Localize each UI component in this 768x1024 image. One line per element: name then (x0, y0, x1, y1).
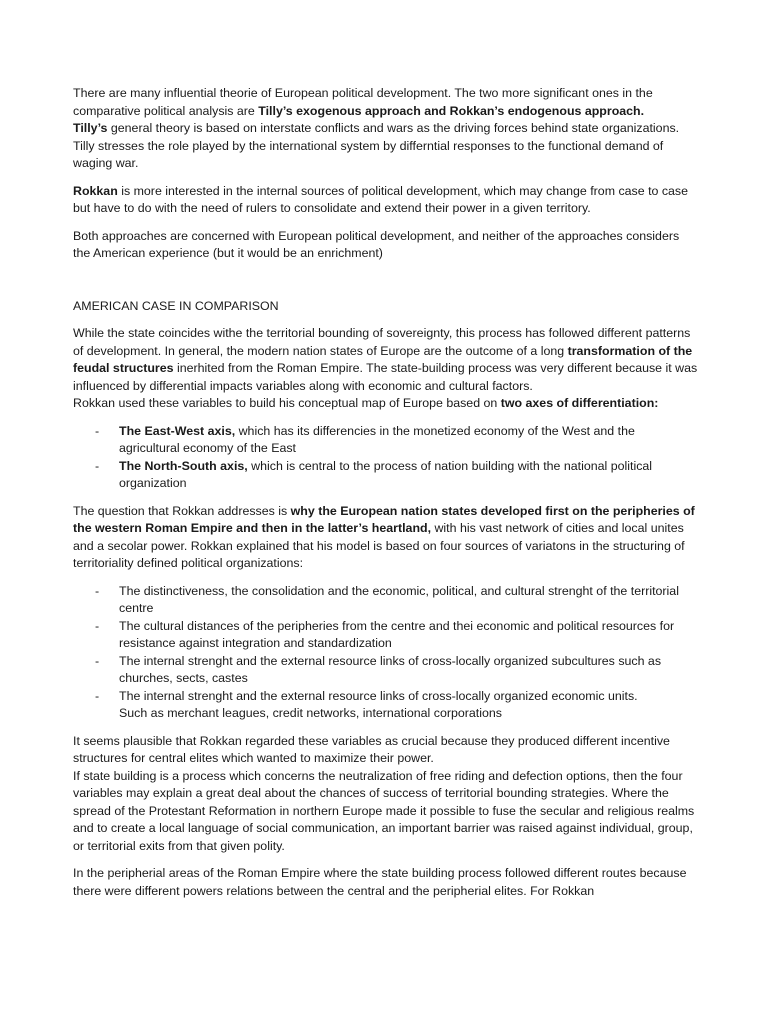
bullet-dash: - (95, 653, 100, 668)
paragraph-question (73, 503, 698, 573)
bold-text: Tilly’s (73, 121, 108, 135)
text: The distinctiveness, the consolidation and the economic, political, and cultural strenght of the territorial centre (119, 583, 679, 615)
text: Such as merchant leagues, credit networks, international corporations (119, 706, 502, 720)
list-item (73, 653, 698, 688)
text: which is central to the process of nation building with the national political organization (119, 458, 653, 490)
bullet-dash: - (95, 423, 100, 438)
bold-text: The East-West axis, (119, 423, 236, 438)
bold-text: The North-South axis, (119, 458, 248, 473)
bold-text: transformation of the feudal structures (73, 343, 693, 375)
text: with his vast network of cities and local unites and a secolar power. Rokkan explained that his model is based on four sources of variatons in the structuring of territoriality defined political organizations: (73, 521, 685, 570)
paragraph-rokkan (73, 183, 698, 218)
text: The internal strenght and the external resource links of cross-locally organized subcultures such as churches, sects, castes (119, 653, 662, 685)
paragraph-state (73, 325, 698, 413)
text: Rokkan used these variables to build his conceptual map of Europe based on (73, 396, 501, 410)
text: While the state coincides withe the territorial bounding of sovereignty, this process has followed different patterns of development. In general, the modern nation states of Europe are the outcome of a long (73, 326, 691, 358)
axes-list (73, 423, 698, 493)
bold-text: Rokkan (73, 183, 118, 198)
paragraph-both-approaches: Both approaches are concerned with European political development, and neither of the approaches considers the American experience (but it would be an enrichment) (73, 228, 680, 260)
paragraph-plausible (73, 733, 698, 856)
text: There are many influential theorie of European political development. The two more significant ones in the comparative political analysis are (73, 86, 653, 118)
document-body (73, 85, 698, 900)
list-item (73, 688, 698, 723)
paragraph-peripheral: In the peripherial areas of the Roman Empire where the state building process followed different routes because there were different powers relations between the central and the peripherial elites. For Rokkan (73, 866, 687, 898)
text: The question that Rokkan addresses is (73, 503, 291, 518)
bullet-dash: - (95, 458, 100, 473)
bold-text: two axes of differentiation: (500, 396, 659, 410)
list-item (73, 458, 698, 493)
text: general theory is based on interstate conflicts and wars as the driving forces behind state organizations. Tilly stresses the role played by the international system by differntial responses to the functional demand of waging war. (73, 121, 680, 170)
bullet-dash: - (95, 688, 100, 703)
list-item (73, 618, 698, 653)
bold-text: Tilly’s exogenous approach and Rokkan’s endogenous approach. (258, 103, 645, 118)
list-item (73, 583, 698, 618)
text: which has its differencies in the monetized economy of the West and the agricultural economy of the East (119, 423, 635, 455)
text: It seems plausible that Rokkan regarded these variables as crucial because they produced different incentive structures for central elites which wanted to maximize their power. (73, 733, 670, 765)
bullet-dash: - (95, 583, 100, 598)
text: If state building is a process which concerns the neutralization of free riding and defection options, then the four variables may explain a great deal about the chances of success of territorial bounding strategies. Where the spread of the Protestant Reformation in northern Europe made it possible to fuse the secular and religious realms and to create a local language of social communication, an important barrier was raised against individual, group, or territorial exits from that given polity. (73, 768, 695, 853)
text: The cultural distances of the peripheries from the centre and thei economic and political resources for resistance against integration and standardization (119, 618, 675, 650)
list-item (73, 423, 698, 458)
bold-text: why the European nation states developed first on the peripheries of the western Roman Empire and then in the latter’s heartland, (73, 503, 695, 535)
paragraph-intro (73, 85, 698, 173)
text: The internal strenght and the external resource links of cross-locally organized economic units. (119, 688, 638, 703)
bullet-dash: - (95, 618, 100, 633)
section-heading: AMERICAN CASE IN COMPARISON (73, 298, 279, 313)
sources-list (73, 583, 698, 723)
text: inerhited from the Roman Empire. The state-building process was very different because it was influenced by differential impacts variables along with economic and cultural factors. (73, 361, 698, 393)
text: is more interested in the internal sources of political development, which may change from case to case but have to do with the need of rulers to consolidate and extend their power in a given territory. (73, 183, 689, 215)
